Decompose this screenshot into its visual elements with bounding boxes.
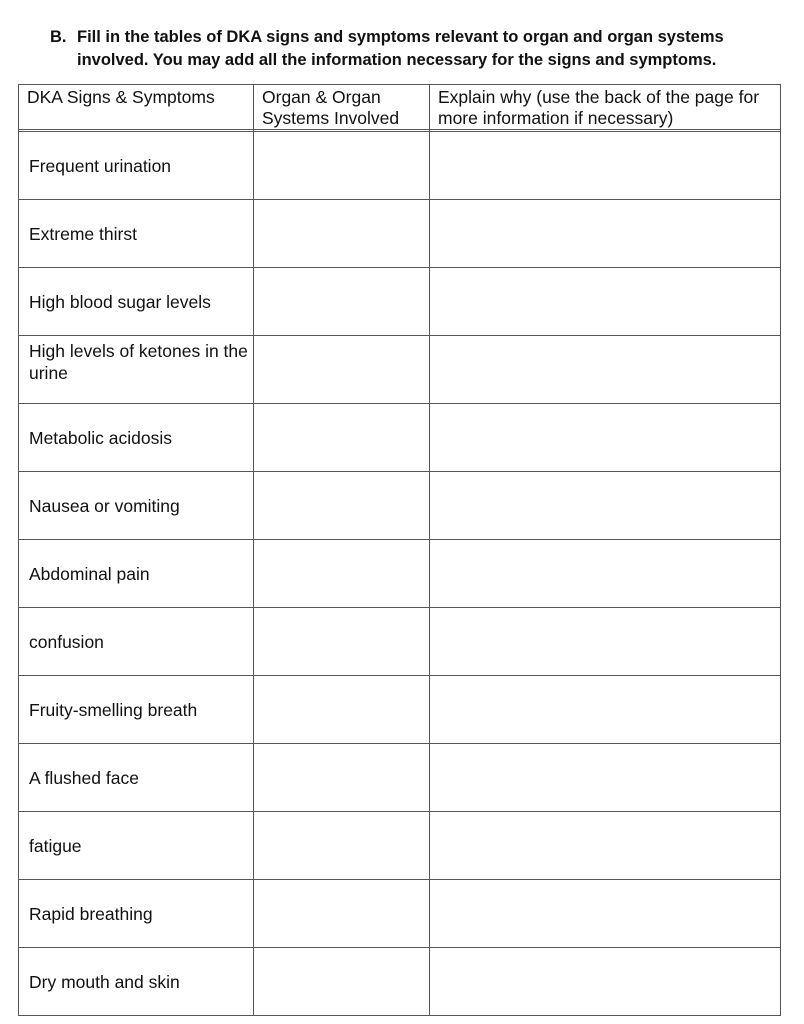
header-organ-systems: Organ & Organ Systems Involved (254, 85, 430, 130)
dka-symptoms-table (18, 84, 781, 1016)
symptom-cell: Extreme thirst (19, 200, 254, 268)
table-row (19, 744, 781, 812)
explanation-cell[interactable] (430, 948, 781, 1016)
instruction-heading (50, 26, 790, 72)
explanation-cell[interactable] (430, 268, 781, 336)
organ-systems-cell[interactable] (254, 540, 430, 608)
table-row (19, 472, 781, 540)
symptom-cell: High blood sugar levels (19, 268, 254, 336)
section-marker: B. (50, 28, 67, 46)
symptom-cell: Rapid breathing (19, 880, 254, 948)
explanation-cell[interactable] (430, 676, 781, 744)
table-header-row (19, 85, 781, 130)
table-row (19, 880, 781, 948)
explanation-cell[interactable] (430, 472, 781, 540)
header-explanation: Explain why (use the back of the page for more information if necessary) (430, 85, 781, 130)
table-body (19, 132, 781, 1016)
explanation-cell[interactable] (430, 540, 781, 608)
organ-systems-cell[interactable] (254, 200, 430, 268)
table-row (19, 404, 781, 472)
symptom-cell: Metabolic acidosis (19, 404, 254, 472)
explanation-cell[interactable] (430, 200, 781, 268)
symptom-cell: Abdominal pain (19, 540, 254, 608)
explanation-cell[interactable] (430, 404, 781, 472)
symptom-cell: Fruity-smelling breath (19, 676, 254, 744)
organ-systems-cell[interactable] (254, 608, 430, 676)
explanation-cell[interactable] (430, 132, 781, 200)
table-row (19, 812, 781, 880)
explanation-cell[interactable] (430, 608, 781, 676)
table-row (19, 268, 781, 336)
table-row (19, 540, 781, 608)
organ-systems-cell[interactable] (254, 676, 430, 744)
organ-systems-cell[interactable] (254, 812, 430, 880)
organ-systems-cell[interactable] (254, 744, 430, 812)
organ-systems-cell[interactable] (254, 404, 430, 472)
organ-systems-cell[interactable] (254, 880, 430, 948)
table-row (19, 336, 781, 404)
symptom-cell: fatigue (19, 812, 254, 880)
organ-systems-cell[interactable] (254, 132, 430, 200)
symptom-cell: Frequent urination (19, 132, 254, 200)
organ-systems-cell[interactable] (254, 472, 430, 540)
explanation-cell[interactable] (430, 744, 781, 812)
explanation-cell[interactable] (430, 812, 781, 880)
organ-systems-cell[interactable] (254, 948, 430, 1016)
table-row (19, 676, 781, 744)
symptom-cell: Dry mouth and skin (19, 948, 254, 1016)
symptom-cell: A flushed face (19, 744, 254, 812)
instruction-line-2: involved. You may add all the information necessary for the signs and symptoms. (77, 51, 717, 69)
organ-systems-cell[interactable] (254, 336, 430, 404)
symptom-cell: confusion (19, 608, 254, 676)
table-row (19, 948, 781, 1016)
instruction-line-1: Fill in the tables of DKA signs and symptoms relevant to organ and organ systems (77, 28, 724, 46)
explanation-cell[interactable] (430, 880, 781, 948)
organ-systems-cell[interactable] (254, 268, 430, 336)
explanation-cell[interactable] (430, 336, 781, 404)
table-row (19, 200, 781, 268)
table-row (19, 132, 781, 200)
symptom-cell: Nausea or vomiting (19, 472, 254, 540)
table-row (19, 608, 781, 676)
header-symptoms: DKA Signs & Symptoms (19, 85, 254, 130)
symptom-cell: High levels of ketones in the urine (19, 336, 254, 404)
